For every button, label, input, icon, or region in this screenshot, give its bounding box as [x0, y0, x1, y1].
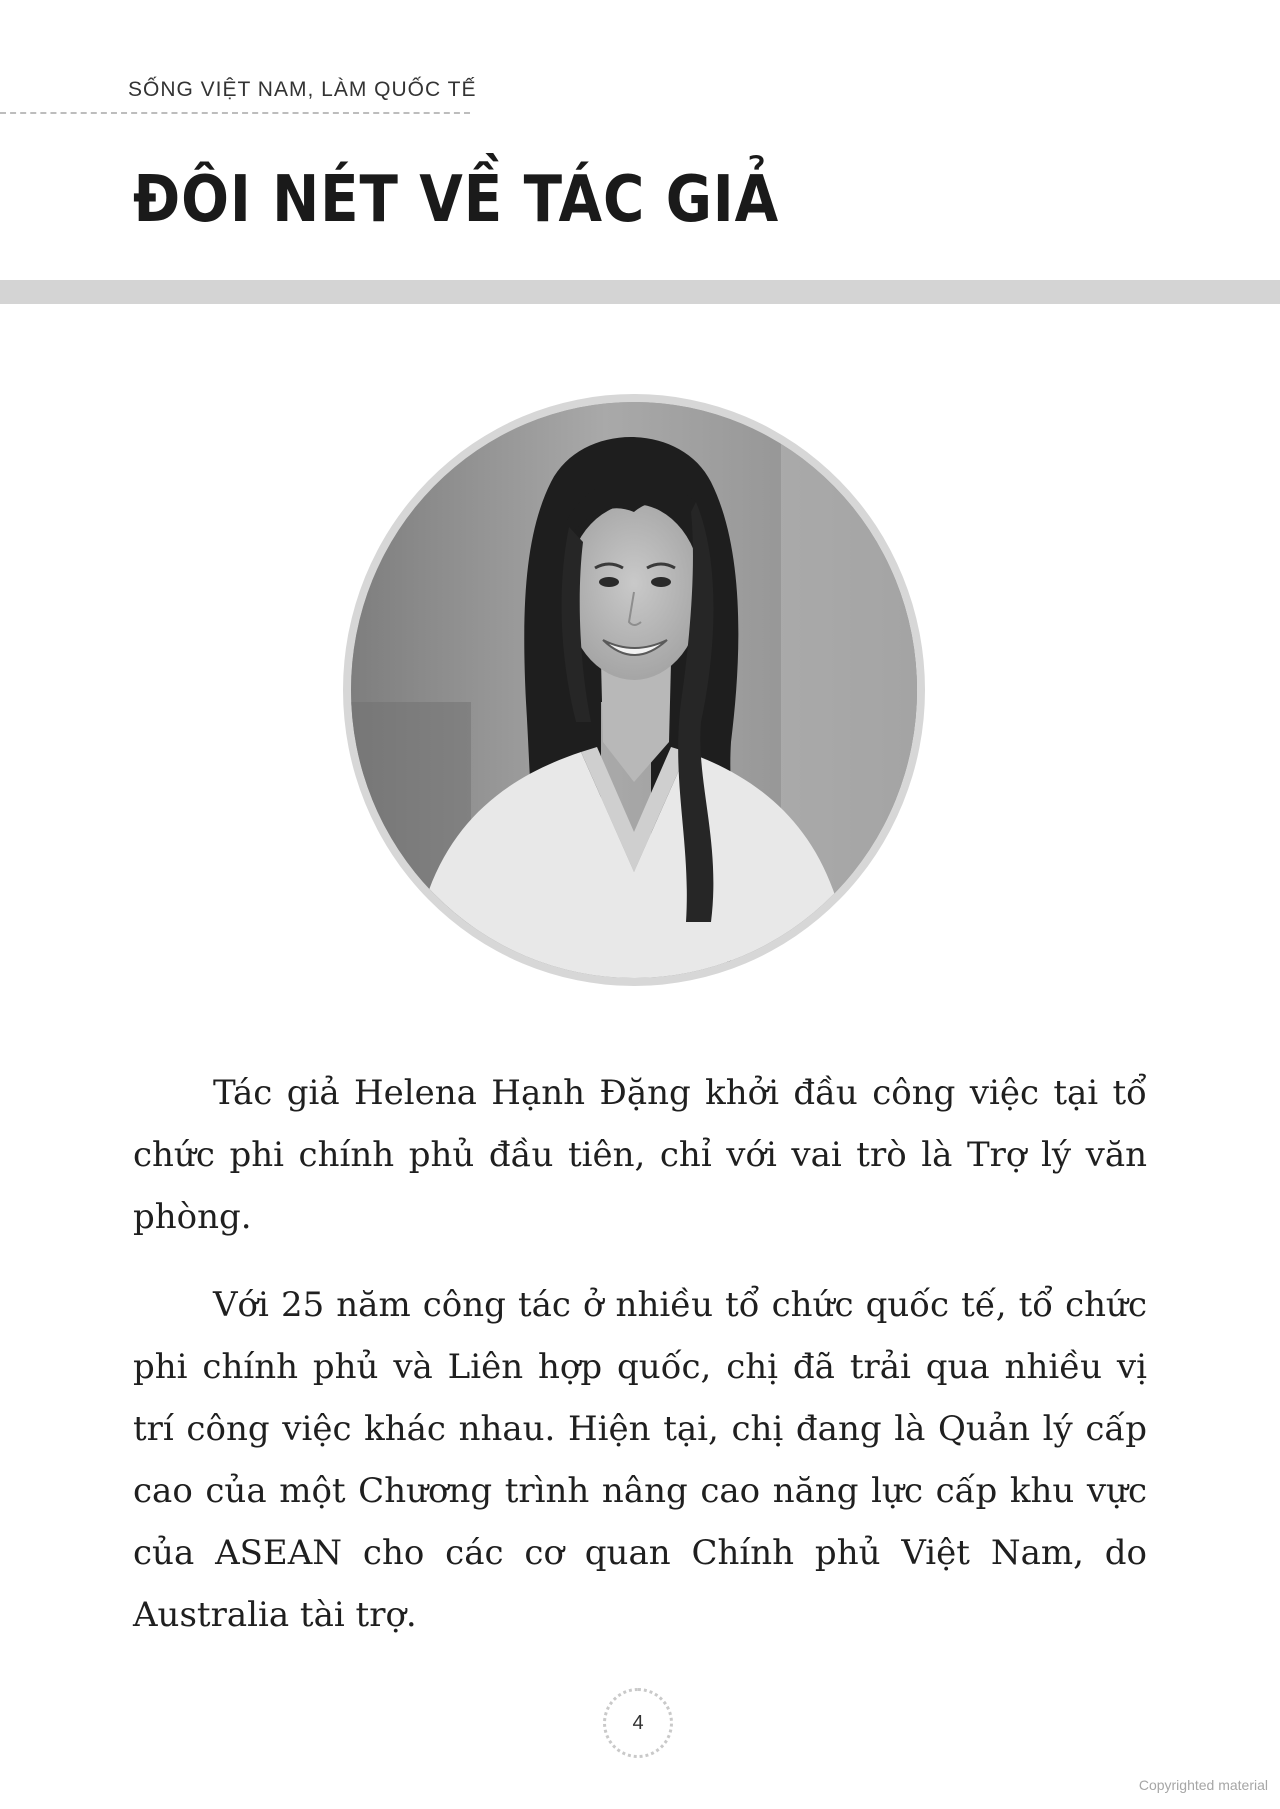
title-band — [0, 280, 1280, 304]
dashed-divider — [0, 112, 470, 114]
chapter-title: ĐÔI NÉT VỀ TÁC GIẢ — [133, 163, 780, 237]
author-bio — [133, 1062, 1147, 1672]
bio-paragraph-1: Tác giả Helena Hạnh Đặng khởi đầu công việc tại tổ chức phi chính phủ đầu tiên, chỉ với vai trò là Trợ lý văn phòng. — [133, 1073, 1147, 1237]
page-number: 4 — [603, 1688, 673, 1758]
copyright-note: Copyrighted material — [1138, 1777, 1268, 1793]
bio-paragraph-2: Với 25 năm công tác ở nhiều tổ chức quốc tế, tổ chức phi chính phủ và Liên hợp quốc, chị đã trải qua nhiều vị trí công việc khác nhau. Hiện tại, chị đang là Quản lý cấp cao của một Chương trình nâng cao năng lực cấp khu vực của ASEAN cho các cơ quan Chính phủ Việt Nam, do Australia tài trợ. — [133, 1285, 1147, 1635]
author-portrait — [343, 394, 925, 986]
running-head: SỐNG VIỆT NAM, LÀM QUỐC TẾ — [128, 78, 477, 101]
author-photo-illustration — [351, 402, 917, 978]
